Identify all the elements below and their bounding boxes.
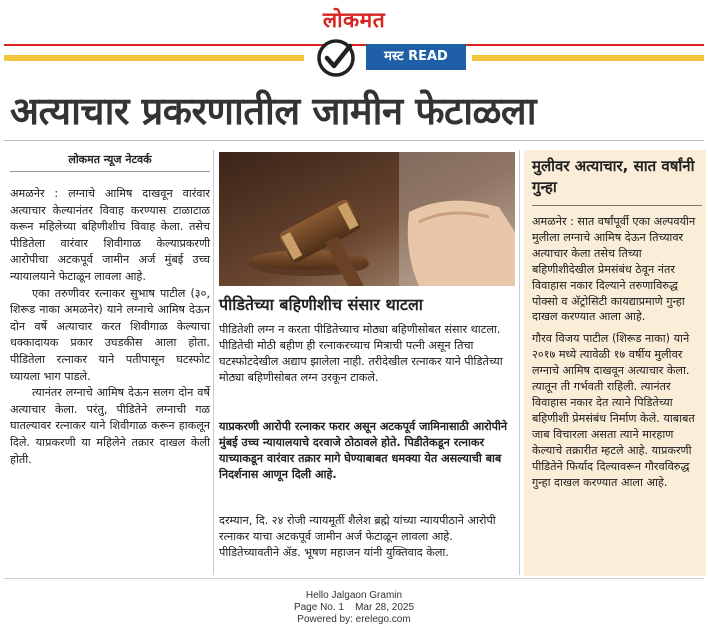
center-subheading: पीडितेच्या बहिणीशीच संसार थाटला (219, 295, 423, 314)
footer-divider (4, 578, 704, 579)
band-stripe-left (4, 55, 304, 61)
center-bold-paragraph (219, 419, 515, 483)
article-paragraph: एका तरुणीवर रत्नाकर सुभाष पाटील (३०, शिरूड नाका अमळनेर) याने लग्नाचे आमिष देऊन दोन वर्षे अत्याचार करत शिवीगाळ केल्याचा धक्कादायक प्रकार उघडकीस आला होता. पीडितेला रत्नाकर याने पतीपासून घटस्फोट घ्यायला भाग पाडले. (10, 286, 210, 383)
page-headline: अत्याचार प्रकरणातील जामीन फेटाळला (10, 89, 537, 133)
article-paragraph: अमळनेर : लग्नाचे आमिष दाखवून वारंवार अत्याचार केल्यानंतर विवाह करण्यास टाळाटाळ करून महिलेच्या बहिणीशीच विवाह केला. तसेच पीडितेला वारंवार शिवीगाळ केल्याप्रकरणी आरोपीचा अटकपूर्व जामीन अर्ज मुंबई उच्च न्यायालयाने फेटाळून लावला आहे. (10, 187, 210, 283)
edition-name: Hello Jalgaon Gramin (305, 590, 403, 601)
sidebar-divider (532, 205, 702, 206)
column-divider (213, 150, 214, 575)
article-paragraph: पीडितेशी लग्न न करता पीडितेच्याच मोठ्या बहिणीसोबत संसार थाटला. पीडितेची मोठी बहीण ही रत्नाकरच्याच मित्राची पत्नी असून तिचा घटस्फोटदेखील अद्याप झालेला नाही. तरीदेखील रत्नाकर याने पीडितेच्या मोठ्या बहिणीसोबत लग्न उरकून टाकले. (219, 323, 503, 384)
article-paragraph: गौरव विजय पाटील (शिरूड नाका) याने २०१७ मध्ये त्यावेळी १७ वर्षीय मुलीवर लग्नाचे आमिष दाखवून अत्याचार केला. त्यातून ती गर्भवती राहिली. त्यानंतर विवाहास नकार देत त्याने पिडितेच्या बहिणीशी प्रेमसंबंध निर्माण केले. याबाबत जाब विचारला असता त्याने मारहाण केल्याचे तक्रारीत म्हटले आहे. याप्रकरणी पीडितेने फिर्याद दिल्यावरून गौरवविरुद्ध गुन्हा दाखल करण्यात आला आहे. (532, 332, 695, 489)
band-stripe-right (472, 55, 704, 61)
gavel-photo (219, 152, 515, 286)
byline-divider (10, 171, 210, 172)
center-article-conclusion (219, 513, 515, 561)
sidebar-heading: मुलीवर अत्याचार, सात वर्षांनी गुन्हा (532, 157, 695, 196)
center-article-body (219, 322, 515, 386)
newspaper-logo: लोकमत (322, 8, 386, 32)
powered-by-link[interactable]: Powered by: erelego.com (297, 614, 411, 625)
page-footer (0, 590, 708, 626)
article-paragraph: दरम्यान, दि. २४ रोजी न्यायमूर्ती शैलेश ब्रह्मे यांच्या न्यायपीठाने आरोपी रत्नाकर याचा अटकपूर्व जामीन अर्ज फेटाळून लावला आहे. पीडितेच्यावतीने ॲड. भूषण महाजन यांनी युक्तिवाद केला. (219, 514, 496, 559)
column-divider (519, 150, 520, 575)
sidebar-body (532, 214, 702, 496)
page-and-date: Page No. 1 Mar 28, 2025 (293, 602, 415, 613)
left-article-body (10, 186, 210, 468)
article-paragraph: याप्रकरणी आरोपी रत्नाकर फरार असून अटकपूर्व जामिनासाठी आरोपीने मुंबई उच्च न्यायालयाचे दरवाजे ठोठावले होते. पिडीतेकडून रत्नाकर याच्याकडून वारंवार तक्रार मागे घेण्याबाबत धमक्या येत असल्याची बाब निदर्शनास आणून दिली आहे. (219, 420, 508, 481)
byline: लोकमत न्यूज नेटवर्क (68, 153, 152, 166)
must-read-badge: मस्ट READ (366, 44, 466, 70)
article-paragraph: त्यानंतर लग्नाचे आमिष देऊन सलग दोन वर्षे अत्याचार केला. परंतु, पीडितेने लग्नाची गळ घातल्यावर रत्नाकर याने शिवीगाळ करून हाकलून दिले. याप्रकरणी या महिलेने तक्रार दाखल केली होती. (10, 386, 210, 466)
article-paragraph: अमळनेर : सात वर्षांपूर्वी एका अल्पवयीन मुलीला लग्नाचे आमिष देऊन तिच्यावर अत्याचार केला तसेच तिच्या बहिणीशीदेखील प्रेमसंबंध ठेवून नंतर विवाहास नकार दिल्याने तरुणाविरुद्ध पोक्सो व अ‍ॅट्रोसिटी कायद्याप्रमाणे गुन्हा दाखल करण्यात आला आहे. (532, 215, 696, 324)
checkmark-icon (316, 38, 356, 78)
headline-divider (4, 140, 704, 141)
